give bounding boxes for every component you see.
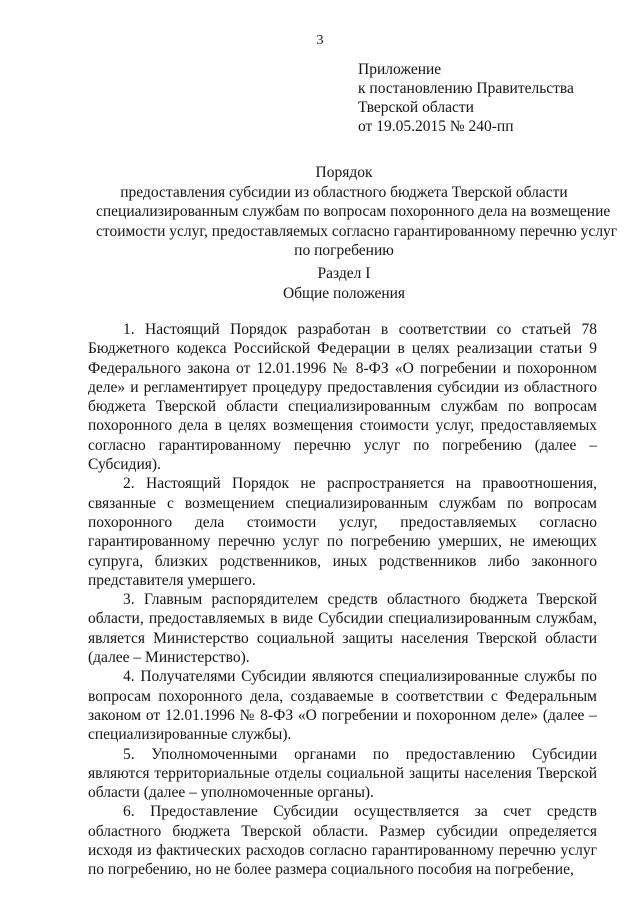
section-heading [96, 264, 592, 303]
section-number: Раздел I [317, 265, 371, 282]
appendix-line: к постановлению Правительства [358, 80, 574, 97]
appendix-block [358, 60, 574, 136]
title-heading: Порядок [315, 164, 373, 181]
appendix-line: Тверской области [358, 99, 474, 116]
title-line: предоставления субсидии из областного бюджета Тверской области [120, 183, 568, 201]
document-title [96, 163, 618, 261]
paragraph: 5. Уполномоченными органами по предоставлению Субсидии являются территориальные отделы социальной защиты населения Тверской области (далее – уполномоченные органы). [88, 745, 597, 802]
title-line: по погребению [294, 242, 394, 259]
paragraph: 6. Предоставление Субсидии осуществляется за счет средств областного бюджета Тверской области. Размер субсидии определяется исходя из фактических расходов согласно гарантированному перечню услуг по погребению, но не более размера социального пособия на погребение, [88, 803, 597, 879]
section-name: Общие положения [282, 284, 406, 302]
title-line: специализированным службам по вопросам похоронного дела на возмещение [96, 203, 611, 220]
paragraph: 4. Получателями Субсидии являются специализированные службы по вопросам похоронного дела, создаваемые в соответствии с Федеральным законом от 12.01.1996 № 8-ФЗ «О погребении и похоронном деле» (далее – специализированные службы). [88, 668, 597, 744]
paragraph: 2. Настоящий Порядок не распространяется на правоотношения, связанные с возмещением специализированным службам по вопросам похоронного дела стоимости услуг, предоставляемых согласно гарантированному перечню услуг по погребению умерших, не имеющих супруга, близких родственников, иных родственников либо законного представителя умершего. [88, 475, 597, 589]
page-number: 3 [316, 33, 324, 48]
paragraph: 1. Настоящий Порядок разработан в соответствии со статьей 78 Бюджетного кодекса Российской Федерации в целях реализации статьи 9 Федерального закона от 12.01.1996 № 8-ФЗ «О погребении и похоронном деле» и регламентирует процедуру предоставления субсидии из областного бюджета Тверской области специализированным службам по вопросам похоронного дела в целях возмещения стоимости услуг, предоставляемых согласно гарантированному перечню услуг по погребению (далее – Субсидия). [88, 321, 597, 474]
title-line: стоимости услуг, предоставляемых согласно гарантированному перечню услуг [96, 222, 618, 240]
document-body [88, 320, 597, 880]
paragraph: 3. Главным распорядителем средств областного бюджета Тверской области, предоставляемых в виде Субсидии специализированным службам, является Министерство социальной защиты населения Тверской области (далее – Министерство). [88, 591, 597, 667]
appendix-line: Приложение [358, 61, 442, 78]
appendix-line: от 19.05.2015 № 240-пп [358, 118, 514, 135]
